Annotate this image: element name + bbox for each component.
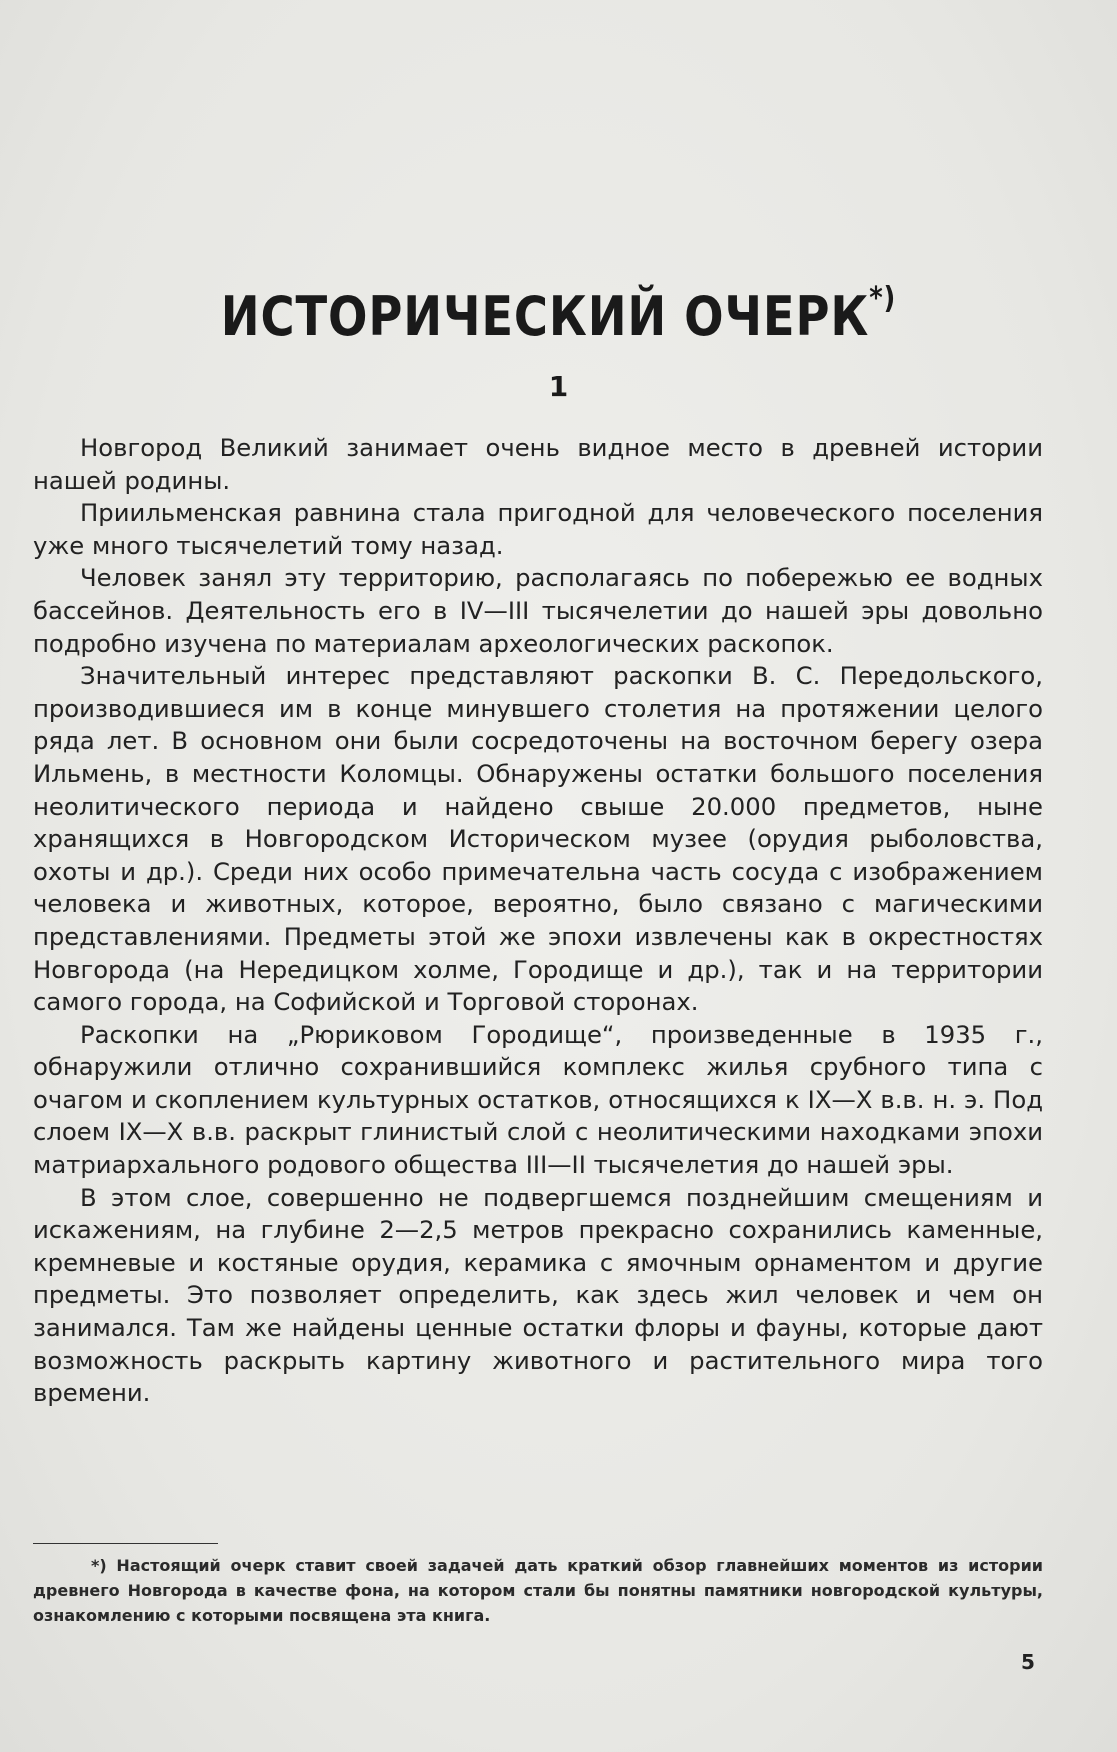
paragraph: Раскопки на „Рюриковом Городище“, произведенные в 1935 г., обнаружили отлично сохранившийся комплекс жилья срубного типа с очагом и скоплением культурных остатков, относящихся к IX—X в.в. н. э. Под слоем IX—X в.в. раскрыт глинистый слой с неолитическими находками эпохи матриархального родового общества III—II тысячелетия до нашей эры. bbox=[33, 1019, 1043, 1180]
footnote-mark: *) bbox=[869, 281, 897, 316]
paragraph: Приильменская равнина стала пригодной для человеческого поселения уже много тысячелетий тому назад. bbox=[33, 498, 1043, 560]
paragraph: Новгород Великий занимает очень видное место в древней истории нашей родины. bbox=[33, 433, 1043, 495]
paragraph: В этом слое, совершенно не подвергшемся позднейшим смещениям и искажениям, на глубине 2—2,5 метров прекрасно сохранились каменные, кремневые и костяные орудия, керамика с ямочным орнаментом и другие предметы. Это позволяет определить, как здесь жил человек и чем он занимался. Там же найдены ценные остатки флоры и фауны, которые дают возможность раскрыть картину животного и растительного мира того времени. bbox=[33, 1182, 1043, 1408]
page-number: 5 bbox=[1021, 1650, 1035, 1674]
paragraph: Значительный интерес представляют раскопки В. С. Передольского, производившиеся им в конце минувшего столетия на протяжении целого ряда лет. В основном они были сосредоточены на восточном берегу озера Ильмень, в местности Коломцы. Обнаружены остатки большого поселения неолитического периода и найдено свыше 20.000 предметов, ныне хранящихся в Новгородском Историческом музее (орудия рыболовства, охоты и др.). Среди них особо примечательна часть сосуда с изображением человека и животных, которое, вероятно, было связано с магическими представлениями. Предметы этой же эпохи извлечены как в окрестностях Новгорода (на Нередицком холме, Городище и др.), так и на территории самого города, на Софийской и Торговой сторонах. bbox=[33, 661, 1043, 1017]
page-title bbox=[78, 281, 1039, 348]
title-text: ИСТОРИЧЕСКИЙ ОЧЕРК bbox=[220, 285, 870, 348]
footnote-divider bbox=[33, 1543, 218, 1544]
body-text bbox=[33, 432, 1043, 1410]
paragraph: Человек занял эту территорию, располагаясь по побережью ее водных бассейнов. Деятельность его в IV—III тысячелетии до нашей эры довольно подробно изучена по материалам археологических раскопок. bbox=[33, 563, 1043, 658]
footnote-text: *) Настоящий очерк ставит своей задачей дать краткий обзор главнейших моментов из истории древнего Новгорода в качестве фона, на котором стали бы понятны памятники новгородской культуры, ознакомлению с которыми посвящена эта книга. bbox=[33, 1556, 1043, 1625]
footnote bbox=[33, 1553, 1043, 1628]
section-number: 1 bbox=[548, 370, 569, 403]
